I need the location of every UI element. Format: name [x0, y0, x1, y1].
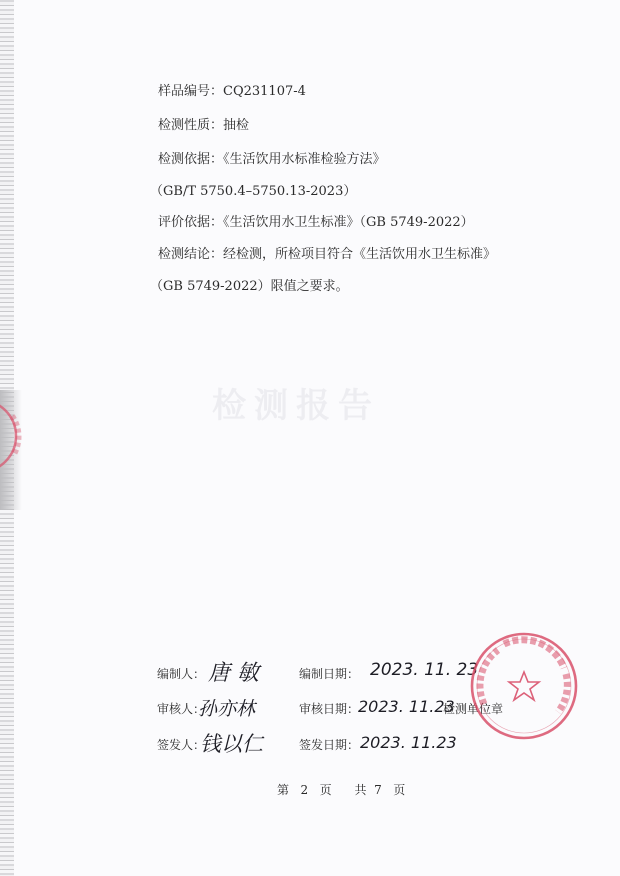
evaluation-line — [158, 211, 474, 230]
compiler-signature: 唐 敏 — [208, 661, 259, 686]
review-date-value: 2023. 11.23 — [358, 697, 455, 716]
page-unit: 页 — [319, 783, 332, 797]
nature-line — [158, 114, 249, 133]
nature-value: 抽检 — [223, 118, 250, 133]
evaluation-value: 《生活饮用水卫生标准》（GB 5749-2022） — [223, 215, 474, 230]
reviewer-signature: 孙亦林 — [198, 698, 256, 720]
review-date-label: 审核日期： — [299, 702, 360, 716]
nature-label: 检测性质： — [158, 118, 224, 133]
sample-number-line — [158, 80, 306, 99]
sample-number-value: CQ231107-4 — [223, 84, 306, 99]
basis-label: 检测依据： — [158, 152, 224, 167]
page-prefix: 第 — [277, 783, 290, 797]
basis-line — [158, 148, 386, 167]
conclusion-line — [158, 243, 496, 262]
edge-seal-fragment — [0, 396, 30, 476]
page-total: 7 — [374, 783, 382, 797]
total-unit: 页 — [393, 783, 406, 797]
official-seal — [468, 630, 580, 742]
ghost-title: 检测报告 — [212, 386, 380, 426]
conclusion-value: 经检测，所检项目符合《生活饮用水卫生标准》 — [223, 247, 497, 262]
total-prefix: 共 — [354, 783, 367, 797]
issue-date-value: 2023. 11.23 — [360, 733, 457, 752]
evaluation-label: 评价依据： — [158, 215, 224, 230]
compile-date-value: 2023. 11. 23 — [370, 660, 479, 680]
conclusion-continued: （GB 5749-2022）限值之要求。 — [150, 279, 349, 294]
issuer-label: 签发人： — [157, 738, 206, 752]
basis-continued: （GB/T 5750.4–5750.13-2023） — [150, 184, 357, 199]
conclusion-label: 检测结论： — [158, 247, 224, 262]
issue-date-label: 签发日期： — [299, 738, 360, 752]
sample-number-label: 样品编号： — [158, 84, 224, 99]
issuer-signature: 钱以仁 — [200, 732, 263, 756]
page-number — [277, 781, 405, 798]
compiler-label: 编制人： — [157, 667, 206, 681]
compile-date-label: 编制日期： — [299, 667, 360, 681]
reviewer-label: 审核人： — [157, 702, 206, 716]
basis-value: 《生活饮用水标准检验方法》 — [223, 152, 386, 167]
unit-seal-label: 检测单位章 — [443, 702, 504, 716]
page-current: 2 — [300, 783, 309, 797]
